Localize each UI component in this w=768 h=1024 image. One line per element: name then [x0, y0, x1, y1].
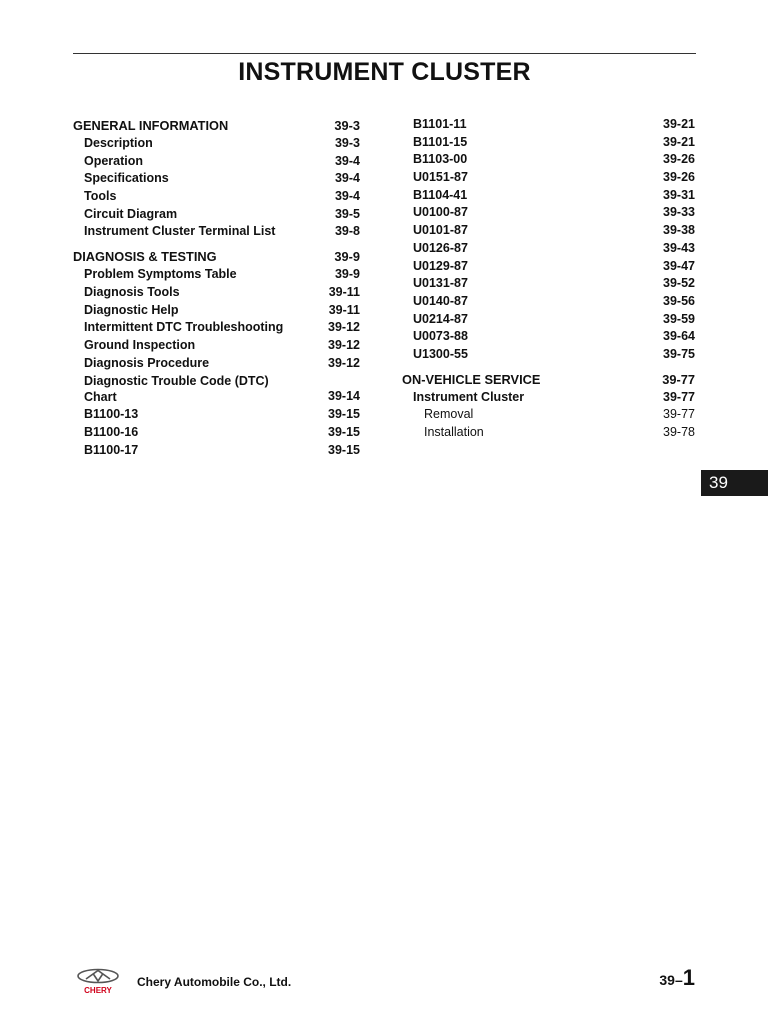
toc-entry	[73, 337, 363, 355]
page-number-prefix: 39–	[659, 972, 683, 988]
page-title: INSTRUMENT CLUSTER	[238, 58, 531, 86]
toc-entry	[402, 134, 695, 152]
toc-entry-page: 39-31	[663, 187, 695, 202]
toc-entry-page: 39-77	[663, 389, 695, 404]
toc-entry	[73, 406, 363, 424]
toc-entry-label: B1103-00	[413, 152, 468, 167]
toc-entry-label: Specifications	[84, 171, 169, 186]
toc-entry-label: GENERAL INFORMATION	[73, 118, 229, 133]
toc-entry	[402, 258, 695, 276]
toc-entry	[402, 275, 695, 293]
toc-entry	[73, 206, 363, 224]
toc-entry-page: 39-52	[663, 276, 695, 291]
toc-entry-page: 39-15	[328, 442, 360, 457]
toc-entry-label: Diagnosis Procedure	[84, 355, 210, 370]
toc-entry-label: Description	[84, 136, 153, 150]
toc-entry	[73, 302, 363, 320]
toc-entry-page: 39-3	[334, 136, 360, 150]
toc-entry-page: 39-21	[663, 134, 695, 149]
toc-entry-page: 39-21	[663, 117, 695, 131]
toc-entry-label: DIAGNOSIS & TESTING	[73, 249, 217, 265]
toc-entry	[73, 135, 363, 153]
chery-logo-icon	[73, 967, 123, 997]
toc-entry-label: Problem Symptoms Table	[84, 267, 237, 282]
toc-entry-label: Instrument Cluster Terminal List	[84, 224, 276, 239]
toc-entry-label: U0126-87	[413, 240, 468, 255]
toc-entry	[73, 266, 363, 284]
page-number	[659, 965, 695, 991]
toc-left-column	[73, 116, 363, 459]
toc-entry	[73, 284, 363, 302]
toc-entry-label: U0101-87	[413, 223, 468, 238]
toc-entry-page: 39-78	[663, 425, 695, 439]
toc-entry-label: B1101-11	[413, 117, 467, 131]
toc-entry-label: B1101-15	[413, 134, 468, 149]
toc-entry-page: 39-4	[334, 189, 360, 204]
toc-entry	[73, 319, 363, 337]
toc-entry-page: 39-77	[663, 407, 695, 422]
toc-section-heading	[73, 247, 363, 266]
section-tab: 39	[701, 470, 768, 496]
toc-entry	[402, 187, 695, 205]
toc-entry-page: 39-8	[334, 224, 360, 239]
toc-entry-page: 39-26	[663, 170, 695, 185]
toc-entry	[402, 293, 695, 311]
toc-entry-label: U0214-87	[413, 311, 468, 326]
toc-entry-label: Instrument Cluster	[413, 389, 525, 404]
toc-entry-page: 39-9	[334, 267, 360, 282]
toc-entry-label: Circuit Diagram	[84, 206, 178, 221]
toc-entry	[402, 406, 695, 424]
toc-entry-page: 39-9	[334, 249, 360, 265]
toc-entry	[402, 311, 695, 329]
toc-entry	[402, 424, 695, 442]
toc-entry-label: Tools	[84, 189, 117, 204]
toc-entry-page: 39-59	[663, 311, 695, 326]
svg-text:CHERY: CHERY	[84, 986, 112, 995]
toc-entry-label: Diagnostic Help	[84, 302, 179, 317]
toc-entry	[402, 222, 695, 240]
toc-entry-label: Installation	[424, 425, 484, 439]
toc-entry	[402, 346, 695, 364]
toc-entry-label: B1104-41	[413, 187, 468, 202]
toc-entry-label: U1300-55	[413, 346, 468, 361]
toc-entry-label	[84, 373, 269, 405]
toc-entry-label: Removal	[424, 407, 474, 422]
toc-entry-page: 39-12	[328, 355, 360, 370]
toc-entry	[73, 223, 363, 241]
toc-entry-label: U0100-87	[413, 205, 468, 220]
toc-entry	[73, 372, 363, 406]
toc-entry	[402, 116, 695, 134]
toc-section-heading	[73, 116, 363, 135]
toc-entry-label: B1100-17	[84, 442, 139, 457]
toc-entry-label: B1100-13	[84, 407, 139, 422]
toc-entry-page: 39-33	[663, 205, 695, 220]
toc-entry-page: 39-4	[334, 153, 360, 168]
toc-entry-label: U0151-87	[413, 170, 468, 185]
company-name: Chery Automobile Co., Ltd.	[137, 975, 292, 989]
toc-entry	[402, 151, 695, 169]
toc-entry-page: 39-56	[663, 293, 695, 308]
toc-entry-page: 39-47	[663, 258, 695, 273]
toc-entry	[402, 240, 695, 258]
toc-entry-label: U0131-87	[413, 276, 468, 291]
toc-entry-page: 39-3	[334, 118, 360, 133]
toc-entry	[73, 170, 363, 188]
toc-entry-page: 39-77	[662, 371, 695, 387]
toc-entry-label: Ground Inspection	[84, 337, 196, 352]
toc-entry-page: 39-75	[663, 346, 695, 361]
toc-entry-page: 39-26	[663, 152, 695, 167]
toc-entry-page: 39-11	[328, 302, 360, 317]
toc-entry-label: Operation	[84, 153, 144, 168]
toc-right-column	[402, 116, 695, 442]
page-number-value: 1	[682, 965, 695, 990]
toc-entry-label-line1: Diagnostic Trouble Code (DTC)	[84, 374, 269, 389]
toc-entry-page: 39-12	[328, 320, 360, 335]
toc-entry-page: 39-43	[663, 240, 695, 255]
toc-entry-page: 39-14	[328, 389, 360, 404]
top-rule	[73, 53, 696, 54]
toc-section-heading	[402, 370, 695, 389]
toc-entry-page: 39-12	[328, 337, 360, 352]
toc-entry-label: ON-VEHICLE SERVICE	[402, 371, 541, 387]
toc-entry	[73, 442, 363, 460]
toc-entry-page: 39-5	[334, 206, 360, 221]
toc-entry-page: 39-15	[328, 424, 360, 439]
toc-entry	[73, 355, 363, 373]
toc-entry-label: Intermittent DTC Troubleshooting	[84, 320, 284, 335]
toc-entry-label: U0140-87	[413, 293, 468, 308]
toc-entry-label: U0073-88	[413, 329, 468, 344]
toc-entry	[73, 153, 363, 171]
toc-entry-page: 39-38	[663, 223, 695, 238]
toc-entry-label: B1100-16	[84, 424, 139, 439]
toc-entry-page: 39-4	[334, 171, 360, 186]
toc-entry	[402, 328, 695, 346]
toc-entry-page: 39-64	[663, 329, 695, 344]
toc-entry-label: Diagnosis Tools	[84, 284, 180, 299]
toc-entry-page: 39-15	[328, 407, 360, 422]
toc-entry	[402, 204, 695, 222]
toc-entry	[73, 188, 363, 206]
toc-entry-label: U0129-87	[413, 258, 468, 273]
toc-entry	[73, 424, 363, 442]
toc-entry-page: 39-11	[328, 284, 360, 299]
toc-entry	[402, 389, 695, 407]
toc-entry	[402, 169, 695, 187]
toc-entry-label-line2: Chart	[84, 390, 117, 405]
